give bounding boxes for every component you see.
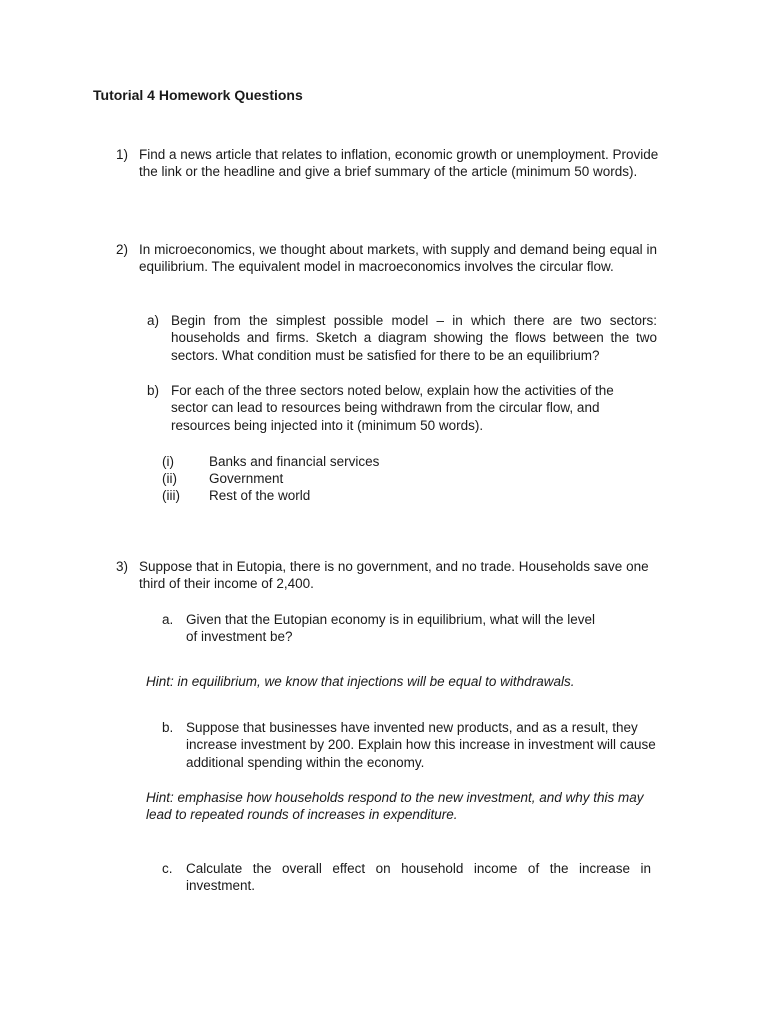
sector-number: (iii) xyxy=(162,488,180,503)
question-3-number: 3) xyxy=(116,559,129,574)
sector-label: Banks and financial services xyxy=(209,454,380,469)
document-title: Tutorial 4 Homework Questions xyxy=(93,87,303,103)
sector-label: Government xyxy=(209,471,284,486)
sector-number: (ii) xyxy=(162,471,177,486)
question-1-text: Find a news article that relates to inflation, economic growth or unemployment. Provide the link or the headline and give a brief summary of the article (minimum 50 words). xyxy=(139,147,659,180)
question-3b-text: Suppose that businesses have invented new products, and as a result, they increase investment by 200. Explain how this increase in investment will cause additional spending within the economy. xyxy=(186,720,656,770)
question-2a-number: a) xyxy=(147,313,160,328)
sector-label: Rest of the world xyxy=(209,488,311,503)
question-2b-text: For each of the three sectors noted below, explain how the activities of the sector can lead to resources being withdrawn from the circular flow, and resources being injected into it (minimum 50 words). xyxy=(171,383,614,433)
sector-number: (i) xyxy=(162,454,174,469)
question-1-number: 1) xyxy=(116,147,129,162)
question-2-text: In microeconomics, we thought about markets, with supply and demand being equal in equilibrium. The equivalent model in macroeconomics involves the circular flow. xyxy=(139,242,657,275)
hint-3b: Hint: emphasise how households respond to the new investment, and why this may lead to repeated rounds of increases in expenditure. xyxy=(146,790,644,823)
question-3b-number: b. xyxy=(162,720,174,735)
question-3c-text: Calculate the overall effect on household income of the increase in investment. xyxy=(186,861,651,894)
question-2-number: 2) xyxy=(116,242,129,257)
question-3a-text: Given that the Eutopian economy is in equilibrium, what will the level of investment be? xyxy=(186,612,595,645)
question-2a-text: Begin from the simplest possible model – in which there are two sectors: households and firms. Sketch a diagram showing the flows between the two sectors. What condition must be satisfied for there to be an equilibrium? xyxy=(171,313,657,363)
hint-3a: Hint: in equilibrium, we know that injections will be equal to withdrawals. xyxy=(146,674,575,689)
question-3c-number: c. xyxy=(162,861,173,876)
question-2b-number: b) xyxy=(147,383,160,398)
question-3a-number: a. xyxy=(162,612,174,627)
question-3-text: Suppose that in Eutopia, there is no government, and no trade. Households save one third of their income of 2,400. xyxy=(139,559,649,592)
